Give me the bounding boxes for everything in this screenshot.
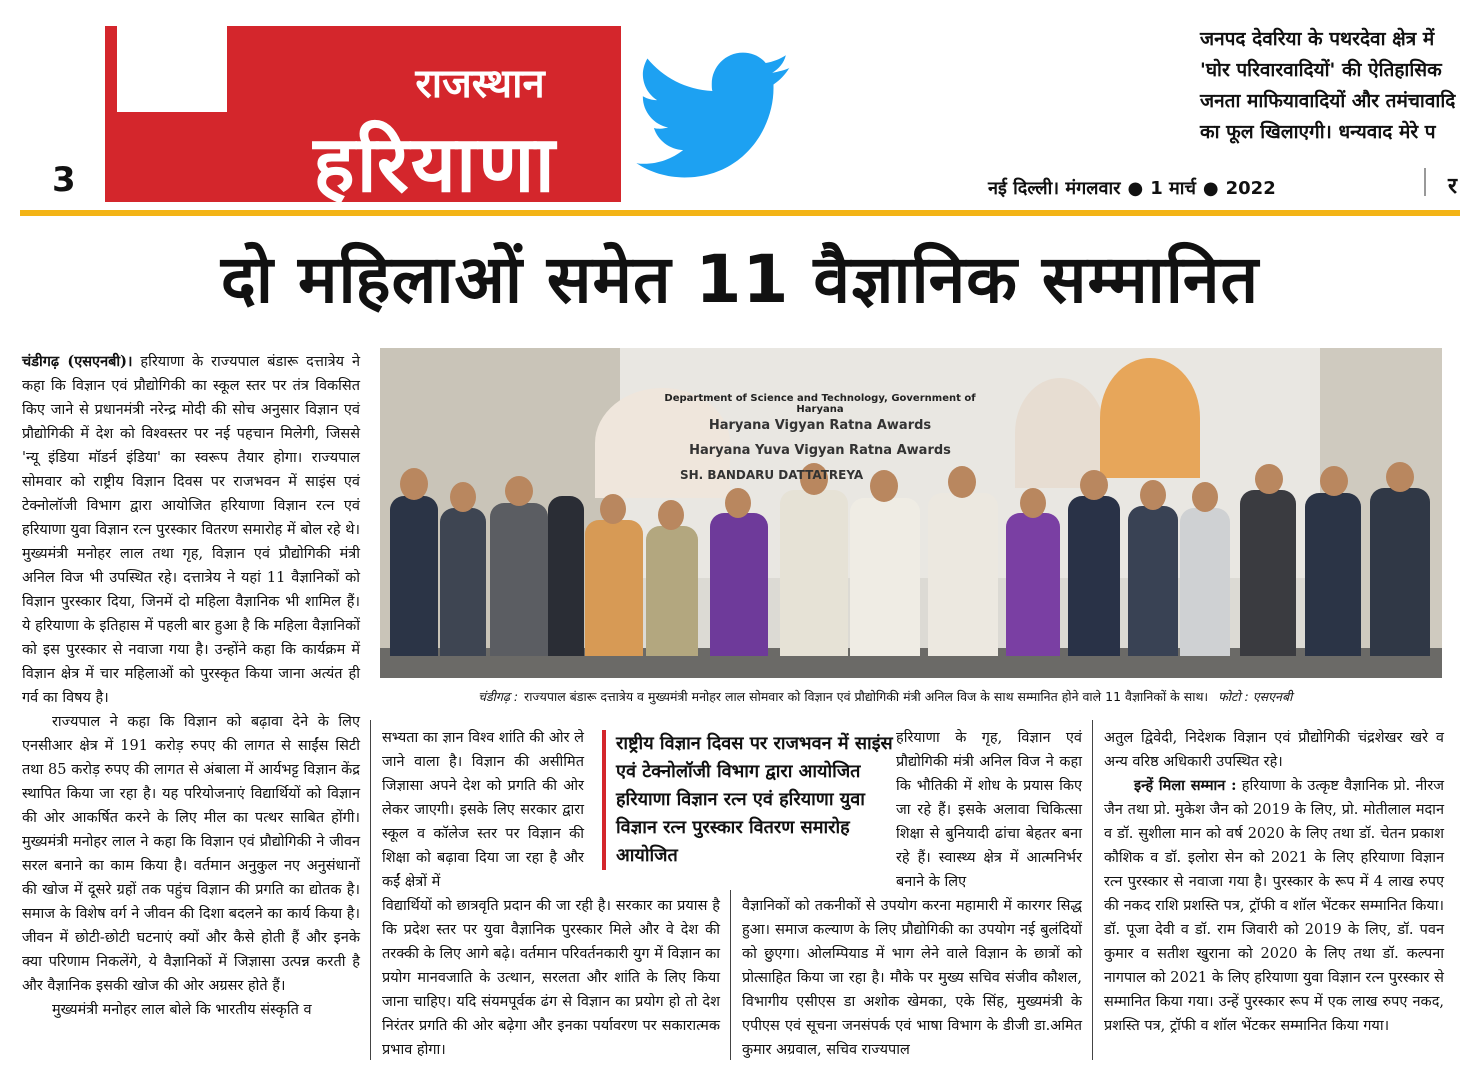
teaser-box <box>1200 24 1460 148</box>
dateline-year: 2022 <box>1225 178 1276 199</box>
paragraph: मुख्यमंत्री मनोहर लाल बोले कि भारतीय संस्कृति व <box>52 1002 312 1018</box>
article-column-2-bottom <box>382 894 720 1062</box>
person-head <box>1320 466 1348 496</box>
person-figure <box>928 493 998 656</box>
person-figure <box>1180 508 1230 656</box>
article-column-3-top <box>896 726 1082 894</box>
article-dateline: चंडीगढ़ (एसएनबी)। <box>22 353 133 370</box>
banner-text: Haryana Vigyan Ratna Awards <box>708 418 932 433</box>
caption-place: चंडीगढ़ : <box>478 689 519 704</box>
person-figure <box>1128 506 1178 656</box>
paragraph: हरियाणा के गृह, विज्ञान एवं प्रौद्योगिकी मंत्री अनिल विज ने कहा कि भौतिकी में शोध के प्रयास किए जा रहे हैं। इसके अलावा चिकित्सा शिक्षा से बुनियादी ढांचा बेहतर बना रहे हैं। स्वास्थ्य क्षेत्र में आत्मनिर्भर बनाने के लिए <box>896 730 1082 890</box>
bullet-icon: ● <box>1127 178 1144 199</box>
person-figure <box>850 498 920 656</box>
person-figure <box>646 526 698 656</box>
person-figure <box>548 496 584 656</box>
person-head <box>505 476 533 506</box>
paragraph: राज्यपाल ने कहा कि विज्ञान को बढ़ावा देने के लिए एनसीआर क्षेत्र में 191 करोड़ रुपए की लागत से साईंस सिटी तथा 85 करोड़ रुपए की लागत से अंबाला में आर्यभट्ट विज्ञान केंद्र स्थापित किया जा रहा है। यह परियोजनाएं विद्यार्थियों को विज्ञान की ओर आकर्षित करने के लिए मील का पत्थर साबित होंगी। मुख्यमंत्री मनोहर लाल ने कहा कि विज्ञान एवं प्रौद्योगिकी ने जीवन सरल बनाने का काम किया है। वर्तमान अनुकुल नए अनुसंधानों की खोज में दूसरे ग्रहों तक पहुंच विज्ञान की प्रगति का द्योतक है। समाज के विशेष वर्ग ने जीवन की दिशा बदलने का कार्य किया है। जीवन में छोटी-छोटी घटनाएं क्यों और कैसे होती हैं और इनके क्या परिणाम निकलेंगे, ये वैज्ञानिकों में जिज्ञासा उत्पन्न करती है और वैज्ञानिक इसकी खोज की ओर अग्रसर होते हैं। <box>22 714 360 994</box>
portrait-chief-minister <box>1100 358 1200 478</box>
masthead-title-small: राजस्थान <box>415 61 545 107</box>
column-divider <box>370 720 371 1060</box>
masthead-logo <box>105 26 621 210</box>
bullet-icon: ● <box>1202 178 1219 199</box>
person-head <box>1140 480 1166 510</box>
dateline-date: 1 मार्च <box>1150 178 1196 199</box>
person-head <box>1080 470 1108 500</box>
photo-caption <box>478 688 1458 705</box>
photo-credit: फोटो : एसएनबी <box>1218 689 1293 704</box>
person-figure <box>1305 493 1361 656</box>
article-column-4 <box>1104 726 1444 1038</box>
masthead-title-big: हरियाणा <box>313 120 557 210</box>
paragraph-text: हरियाणा के राज्यपाल बंडारू दत्तात्रेय ने कहा कि विज्ञान एवं प्रौद्योगिकी का स्कूल स्तर पर तंत्र विकसित किए जाने से प्रधानमंत्री नरेन्द्र मोदी की सोच अनुसार विज्ञान एवं प्रौद्योगिकी में देश को विश्वस्तर पर नई पहचान मिलेगी, जिससे 'न्यू इंडिया मॉडर्न इंडिया' का स्वरूप तैयार होगा। राज्यपाल सोमवार को राष्ट्रीय विज्ञान दिवस पर राजभवन में साइंस एवं टेक्नोलॉजी विभाग द्वारा आयोजित हरियाणा विज्ञान रत्न एवं हरियाणा युवा विज्ञान रत्न पुरस्कार वितरण समारोह में बोल रहे थे। मुख्यमंत्री मनोहर लाल तथा गृह, विज्ञान एवं प्रौद्योगिकी मंत्री अनिल विज भी उपस्थित रहे। दत्तात्रेय ने यहां 11 वैज्ञानिकों को विज्ञान पुरस्कार दिया, जिनमें दो महिला वैज्ञानिक भी शामिल हैं। ये हरियाणा के इतिहास में पहली बार हुआ है कि महिला वैज्ञानिकों को इस पुरस्कार से नवाजा गया है। उन्होंने कहा कि कार्यक्रम में विज्ञान क्षेत्र में चार महिलाओं को पुरस्कृत किया जाना अत्यंत ही गर्व का विषय है। <box>22 354 360 706</box>
person-figure <box>1006 513 1060 656</box>
paragraph: विद्यार्थियों को छात्रवृति प्रदान की जा रही है। सरकार का प्रयास है कि प्रदेश स्तर पर युवा वैज्ञानिक पुरस्कार मिले और वे देश की तरक्की के लिए आगे बढ़े। वर्तमान परिवर्तनकारी युग में विज्ञान का प्रयोग मानवजाति के उत्थान, सरलता और शांति के लिए किया जाना चाहिए। यदि संयमपूर्वक ढंग से विज्ञान का प्रयोग हो तो देश निरंतर प्रगति की ओर बढ़ेगा और इनका पर्यावरण पर सकारात्मक प्रभाव होगा। <box>382 898 720 1058</box>
dateline-place-day: नई दिल्ली। मंगलवार <box>988 178 1121 199</box>
dateline <box>988 176 1276 200</box>
person-head <box>1386 462 1414 492</box>
banner-text: Department of Science and Technology, Government of Haryana <box>664 393 976 415</box>
teaser-line: 'घोर परिवारवादियों' की ऐतिहासिक <box>1200 59 1442 81</box>
person-head <box>725 488 751 518</box>
article-column-2-top <box>382 726 584 894</box>
teaser-line: जनपद देवरिया के पथरदेवा क्षेत्र में <box>1200 28 1435 50</box>
teaser-line: का फूल खिलाएगी। धन्यवाद मेरे प <box>1200 121 1436 143</box>
next-column-fragment: र <box>1448 174 1457 199</box>
person-figure <box>440 508 486 656</box>
masthead-rule <box>20 210 1460 216</box>
banner-text: SH. BANDARU DATTATREYA <box>680 468 864 482</box>
person-head <box>1192 482 1218 512</box>
person-figure <box>390 496 438 656</box>
twitter-bird-icon <box>635 52 795 182</box>
person-head <box>600 494 626 524</box>
masthead-logo-notch <box>117 26 227 112</box>
paragraph-text: हरियाणा के उत्कृष्ट वैज्ञानिक प्रो. नीरज जैन तथा प्रो. मुकेश जैन को 2019 के लिए, प्रो. मोतीलाल मदान व डॉ. सुशीला मान को वर्ष 2020 के लिए तथा डॉ. चेतन प्रकाश कौशिक व डॉ. इलोरा सेन को 2021 के लिए हरियाणा विज्ञान रत्न पुरस्कार से नवाजा गया है। पुरस्कार के रूप में 4 लाख रुपए की नकद राशि प्रशस्ति पत्र, ट्रॉफी व शॉल भेंटकर सम्मानित किया। डॉ. पूजा देवी व डॉ. राम जिवारी को 2019 के लिए, डॉ. पवन कुमार व सतीश खुराना को 2020 के लिए तथा डॉ. कल्पना नागपाल को 2021 के लिए हरियाणा युवा विज्ञान रत्न पुरस्कार से सम्मानित किया गया। उन्हें पुरस्कार रूप में एक लाख रुपए नकद, प्रशस्ति पत्र, ट्रॉफी व शॉल भेंटकर सम्मानित किया गया। <box>1104 778 1445 1034</box>
column-divider <box>1092 720 1093 1060</box>
person-figure <box>710 513 768 656</box>
article-column-3-bottom <box>742 894 1082 1062</box>
paragraph <box>1104 774 1444 1038</box>
paragraph: अतुल द्विवेदी, निदेशक विज्ञान एवं प्रौद्योगिकी चंद्रशेखर खरे व अन्य वरिष्ठ अधिकारी उपस्थित रहे। <box>1104 730 1444 770</box>
person-head <box>1020 488 1046 518</box>
page-number: 3 <box>52 160 76 200</box>
teaser-line: जनता माफियावादियों और तमंचावादि <box>1200 90 1456 112</box>
banner-text: Haryana Yuva Vigyan Ratna Awards <box>689 443 951 458</box>
awardees-subhead: इन्हें मिला सम्मान : <box>1134 777 1237 794</box>
person-head <box>450 482 476 512</box>
caption-text: राज्यपाल बंडारू दत्तात्रेय व मुख्यमंत्री मनोहर लाल सोमवार को विज्ञान एवं प्रौद्योगिकी मंत्री अनिल विज के साथ सम्मानित होने वाले 11 वैज्ञानिकों के साथ। <box>524 689 1209 704</box>
person-figure <box>1240 490 1296 656</box>
pull-quote: राष्ट्रीय विज्ञान दिवस पर राजभवन में साइंस एवं टेक्नोलॉजी विभाग द्वारा आयोजित हरियाणा विज्ञान रत्न एवं हरियाणा युवा विज्ञान रत्न पुरस्कार वितरण समारोह आयोजित <box>602 730 896 870</box>
divider <box>1424 168 1426 196</box>
person-head <box>658 500 684 530</box>
person-head <box>1255 464 1283 494</box>
paragraph: वैज्ञानिकों को तकनीकों से उपयोग करना महामारी में कारगर सिद्ध हुआ। समाज कल्याण के लिए प्रौद्योगिकी का उपयोग नई बुलंदियों को छुएगा। ओलम्पियाड में भाग लेने वाले विज्ञान के छात्रों को प्रोत्साहित किया जा रहा है। मौके पर मुख्य सचिव संजीव कौशल, विभागीय एसीएस डा अशोक खेमका, एके सिंह, मुख्यमंत्री के एपीएस एवं सूचना जनसंपर्क एवं भाषा विभाग के डीजी डा.अमित कुमार अग्रवाल, सचिव राज्यपाल <box>742 898 1082 1058</box>
article-column-1 <box>22 350 360 1022</box>
person-figure <box>585 520 643 656</box>
person-figure <box>1068 496 1120 656</box>
person-figure <box>780 490 848 656</box>
headline: दो महिलाओं समेत 11 वैज्ञानिक सम्मानित <box>220 241 1260 318</box>
paragraph: सभ्यता का ज्ञान विश्व शांति की ओर ले जाने वाला है। विज्ञान की असीमित जिज्ञासा अपने देश को प्रगति की ओर लेकर जाएगी। इसके लिए सरकार द्वारा स्कूल व कॉलेज स्तर पर विज्ञान की शिक्षा को बढ़ावा दिया जा रहा है और कईं क्षेत्रों में <box>382 730 584 890</box>
person-figure <box>1370 488 1430 656</box>
person-figure <box>490 503 548 656</box>
person-head <box>400 468 428 500</box>
column-divider <box>730 890 731 1060</box>
paragraph <box>22 350 360 710</box>
